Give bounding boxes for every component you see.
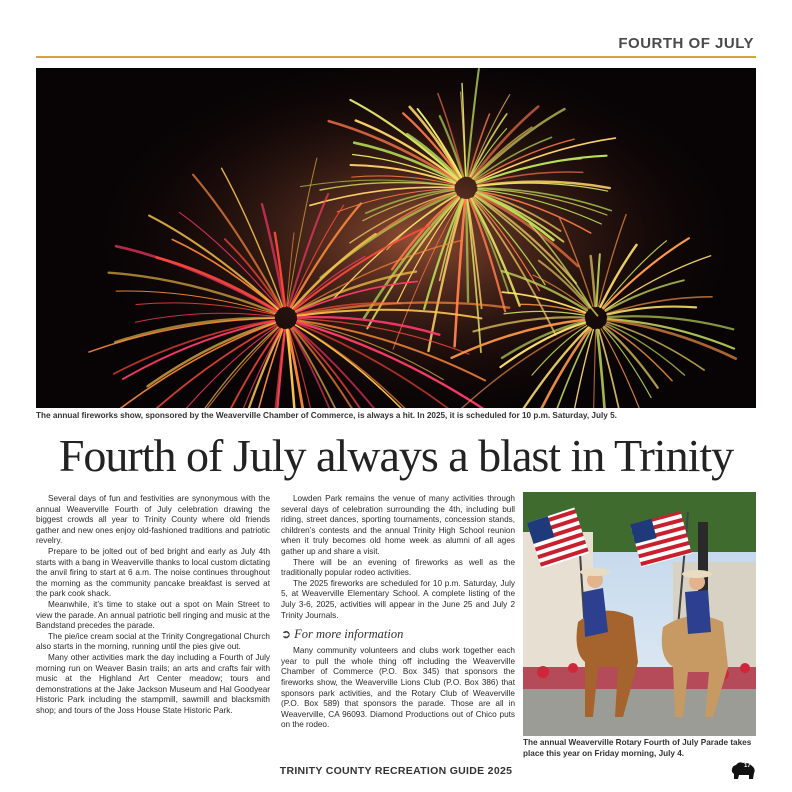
bear-icon — [730, 760, 756, 780]
section-label: FOURTH OF JULY — [618, 35, 754, 52]
fireworks-caption: The annual fireworks show, sponsored by the Weaverville Chamber of Commerce, is always a hit. In 2025, it is scheduled for 10 p.m. Saturday, July 5. — [36, 411, 617, 420]
header-rule — [36, 56, 756, 58]
article-column-1 — [36, 494, 270, 716]
paragraph: Meanwhile, it’s time to stake out a spot on Main Street to view the parade. An annual patriotic bell ringing and music at the Bandstand precedes the parade. — [36, 599, 270, 631]
article-column-2 — [281, 494, 515, 731]
paragraph: There will be an evening of fireworks as well as the traditionally popular rodeo activities. — [281, 557, 515, 578]
paragraph: Lowden Park remains the venue of many activities through several days of celebration surrounding the 4th, including bull riding, street dances, sporting tournaments, concession stands, children’s contests and the annual Trinity High School reunion when it truly becomes old home week as alumni of all ages gather up and share a visit. — [281, 494, 515, 556]
paragraph: The pie/ice cream social at the Trinity Congregational Church also starts in the morning, running until the pies give out. — [36, 631, 270, 652]
paragraph: Prepare to be jolted out of bed bright and early as July 4th starts with a bang in Weaverville thanks to local custom dictating the anvil firing to start at 6 a.m. The noise continues throughout the morning as the community pancake breakfast is served at the park cook shack. — [36, 546, 270, 599]
paragraph: Several days of fun and festivities are synonymous with the annual Weaverville Fourth of July celebration drawing the biggest crowds all year to Trinity County where old friends gather and new ones enjoy old-fashioned traditions and patriotic revelry. — [36, 494, 270, 546]
article-headline: Fourth of July always a blast in Trinity — [58, 430, 734, 481]
paragraph: Many community volunteers and clubs work together each year to pull the whole thing off including the Weaverville Chamber of Commerce (P.O. Box 345) that sponsors the fireworks show, the Weaverville Lions Club (P.O. Box 386) that sponsors park activities, and the Rotary Club of Weaverville (P.O. Box 589) that sponsors the parade. Those are all in Weaverville, CA 96093. Diamond Productions out of Chico puts on the rodeo. — [281, 646, 515, 730]
fireworks-illustration — [36, 68, 756, 408]
fireworks-photo — [36, 68, 756, 408]
arrow-circle-icon: ➲ — [281, 627, 292, 642]
subhead-text: For more information — [294, 627, 404, 642]
paragraph: Many other activities mark the day including a Fourth of July morning run on Weaver Basin trails; an arts and crafts fair with music at the Highland Art Center meadow; tours and demonstrations at the Jake Jackson Museum and Hal Goodyear Historic Park including the stampmill, sawmill and blacksmith shop; and tours of the Joss House State Historic Park. — [36, 652, 270, 715]
parade-caption: The annual Weaverville Rotary Fourth of July Parade takes place this year on Friday morning, July 4. — [523, 738, 752, 758]
paragraph: The 2025 fireworks are scheduled for 10 p.m. Saturday, July 5, at Weaverville Elementary School. A complete listing of the July 3-6, 2025, activities will appear in the June 25 and July 2 Trinity Journals. — [281, 578, 515, 620]
parade-illustration — [523, 492, 756, 736]
footer-publication: TRINITY COUNTY RECREATION GUIDE 2025 — [279, 765, 513, 777]
page-number: 17 — [744, 763, 751, 769]
subhead-more-info — [281, 627, 515, 641]
parade-photo — [523, 492, 756, 736]
